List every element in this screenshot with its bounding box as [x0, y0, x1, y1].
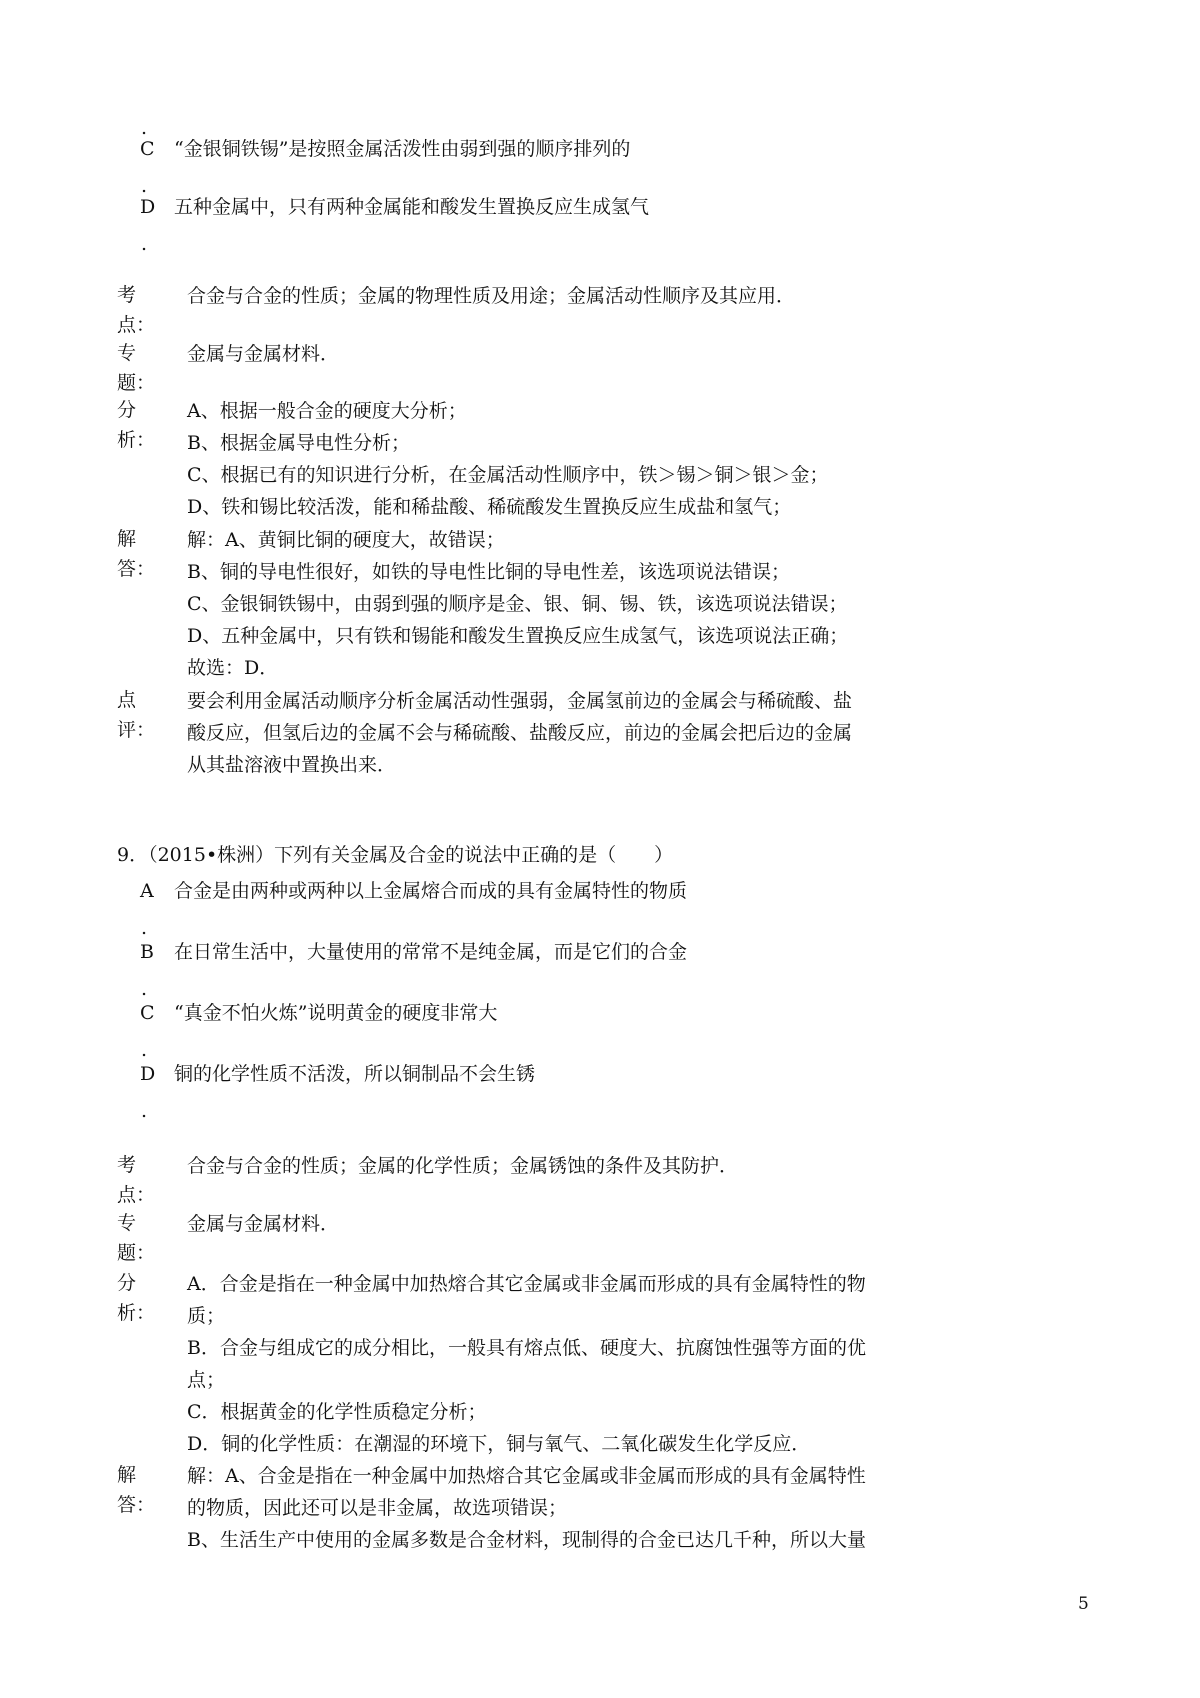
page-number: 5: [1078, 1594, 1089, 1614]
option-dot: .: [141, 117, 148, 139]
option-text: 铜的化学性质不活泼，所以铜制品不会生锈: [174, 1063, 536, 1085]
option-dot: .: [141, 233, 148, 255]
q9-option-d: [140, 1059, 535, 1089]
q8-jieda-content: 解：A、黄铜比铜的硬度大，故错误； B、铜的导电性很好，如铁的导电性比铜的导电性差，该选项说法错误； C、金银铜铁锡中，由弱到强的顺序是金、银、铜、锡、铁，该选项说法错误； D、五种金属中，只有铁和锡能和酸发生置换反应生成氢气，该选项说法正确； 故选：D．: [187, 529, 849, 679]
q9-fenxi-label: 分 析：: [117, 1272, 156, 1324]
q9-option-b: [140, 937, 687, 967]
option-text: “金银铜铁锡”是按照金属活泼性由弱到强的顺序排列的: [174, 138, 631, 160]
q8-dianping-label: 点 评：: [117, 689, 156, 741]
option-letter: D: [140, 196, 156, 218]
q8-option-c: [140, 134, 630, 164]
option-letter: C: [140, 138, 155, 160]
q9-option-c: [140, 998, 497, 1028]
q9-heading: 9．（2015•株洲）下列有关金属及合金的说法中正确的是（ ）: [117, 844, 674, 866]
option-letter: D: [140, 1063, 156, 1085]
option-text: 在日常生活中，大量使用的常常不是纯金属，而是它们的合金: [174, 941, 688, 963]
option-dot: .: [141, 175, 148, 197]
q9-zhuanti-content: 金属与金属材料．: [187, 1213, 340, 1235]
q9-kaodian-content: 合金与合金的性质；金属的化学性质；金属锈蚀的条件及其防护．: [187, 1155, 739, 1177]
q9-kaodian-label: 考 点：: [117, 1154, 156, 1206]
q8-zhuanti-label: 专 题：: [117, 342, 156, 394]
q9-jieda-label: 解 答：: [117, 1464, 156, 1516]
q8-fenxi-label: 分 析：: [117, 399, 156, 451]
option-letter: A: [140, 880, 154, 902]
q8-option-d: [140, 192, 649, 222]
q9-zhuanti-label: 专 题：: [117, 1212, 156, 1264]
q9-fenxi-content: A．合金是指在一种金属中加热熔合其它金属或非金属而形成的具有金属特性的物 质； B．合金与组成它的成分相比，一般具有熔点低、硬度大、抗腐蚀性强等方面的优 点； C．根据黄金的化学性质稳定分析； D．铜的化学性质：在潮湿的环境下，铜与氧气、二氧化碳发生化学反应．: [187, 1273, 866, 1455]
q9-jieda-content: 解：A、合金是指在一种金属中加热熔合其它金属或非金属而形成的具有金属特性 的物质，因此还可以是非金属，故选项错误； B、生活生产中使用的金属多数是合金材料，现制得的合金已达几千种，所以大量: [187, 1465, 866, 1551]
option-dot: .: [141, 1039, 148, 1061]
option-letter: B: [140, 941, 154, 963]
option-text: 合金是由两种或两种以上金属熔合而成的具有金属特性的物质: [174, 880, 688, 902]
q8-fenxi-content: A、根据一般合金的硬度大分析； B、根据金属导电性分析； C、根据已有的知识进行分析，在金属活动性顺序中，铁＞锡＞铜＞银＞金； D、铁和锡比较活泼，能和稀盐酸、稀硫酸发生置换反应生成盐和氢气；: [187, 400, 829, 518]
option-dot: .: [141, 978, 148, 1000]
option-dot: .: [141, 917, 148, 939]
option-letter: C: [140, 1002, 155, 1024]
q8-jieda-label: 解 答：: [117, 528, 156, 580]
q8-kaodian-label: 考 点：: [117, 284, 156, 336]
q8-zhuanti-content: 金属与金属材料．: [187, 343, 340, 365]
option-text: “真金不怕火炼”说明黄金的硬度非常大: [174, 1002, 498, 1024]
q8-kaodian-content: 合金与合金的性质；金属的物理性质及用途；金属活动性顺序及其应用．: [187, 285, 796, 307]
q8-dianping-content: 要会利用金属活动顺序分析金属活动性强弱，金属氢前边的金属会与稀硫酸、盐 酸反应，但氢后边的金属不会与稀硫酸、盐酸反应，前边的金属会把后边的金属 从其盐溶液中置换出来．: [187, 690, 853, 776]
q9-option-a: [140, 876, 687, 906]
option-text: 五种金属中，只有两种金属能和酸发生置换反应生成氢气: [174, 196, 650, 218]
option-dot: .: [141, 1100, 148, 1122]
